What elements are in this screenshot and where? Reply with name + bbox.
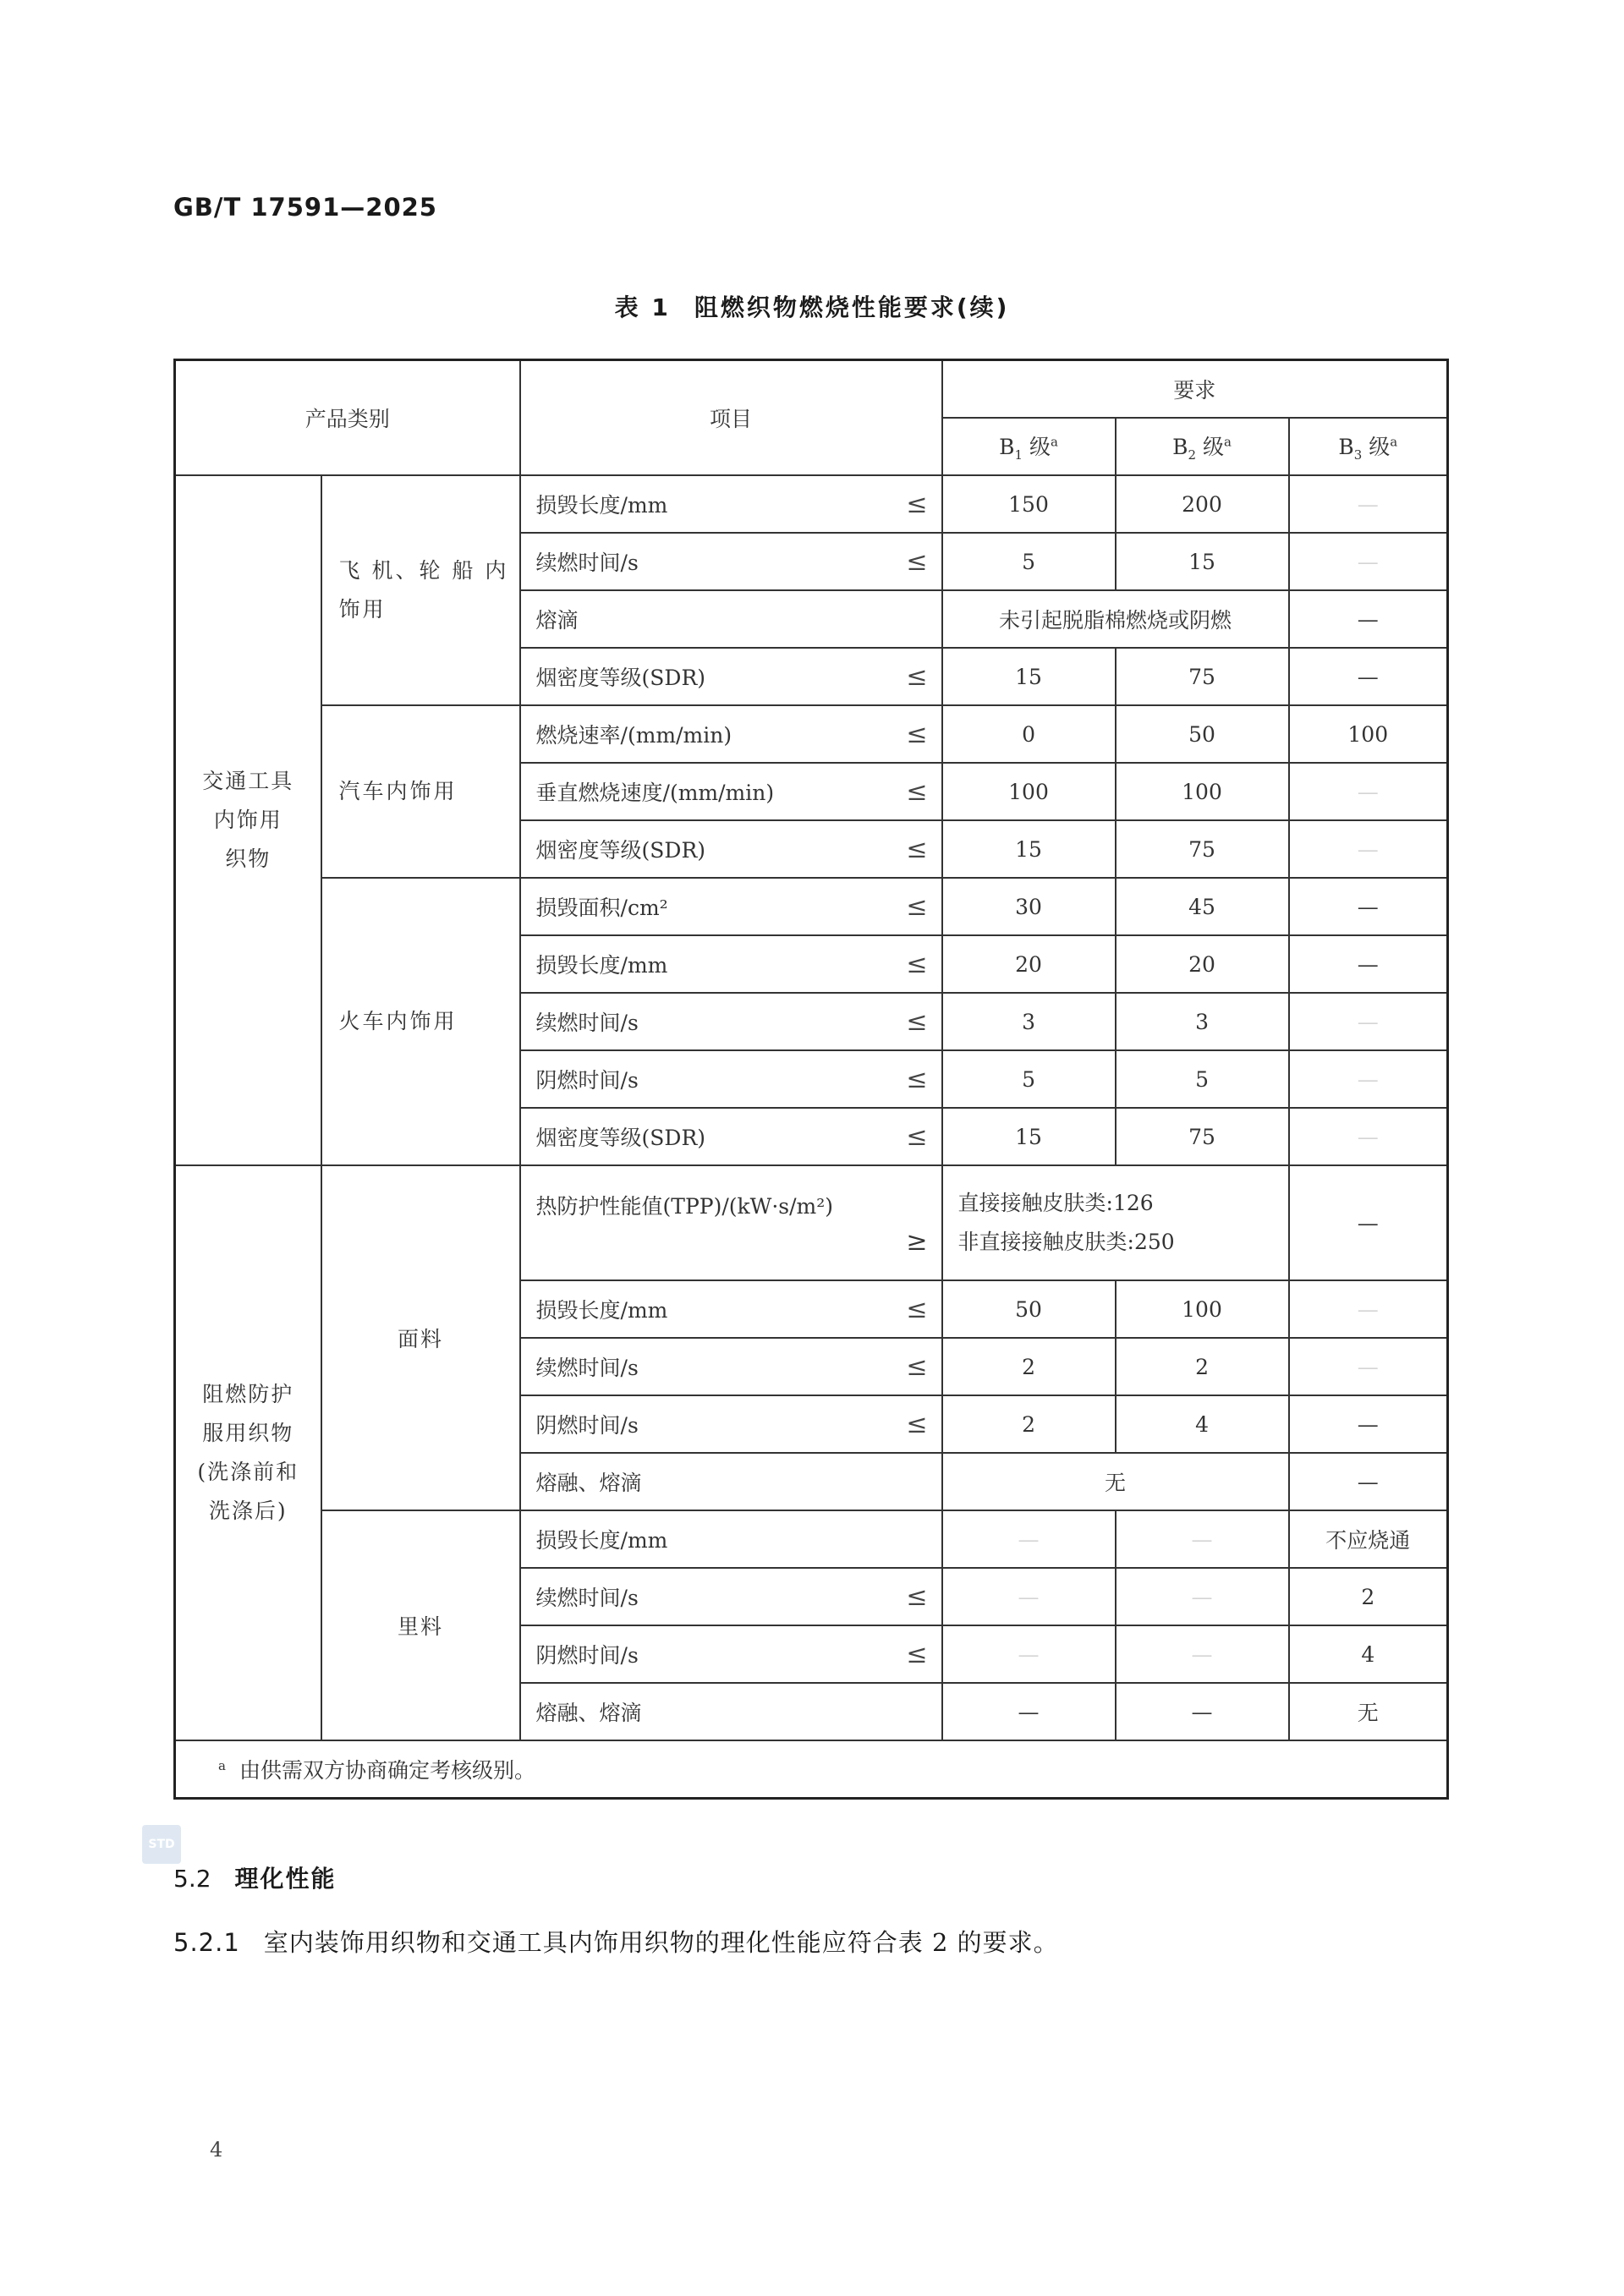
category-protective-clothing: 阻燃防护 服用织物 (洗涤前和 洗涤后) [175,1165,321,1740]
table-footnote [175,1740,1448,1799]
relation-symbol: ≤ [906,1409,928,1439]
merged-b1-b2-value: 无 [942,1453,1289,1510]
relation-symbol: ≤ [906,1121,928,1152]
relation-symbol: ≤ [906,1581,928,1612]
item-label: 熔融、熔滴 [535,1471,642,1495]
b3-value: — [1289,533,1448,590]
b1-value: 150 [942,475,1116,533]
item-label: 热防护性能值(TPP)/(kW·s/m²) [535,1193,834,1219]
b2-value: 15 [1116,533,1289,590]
item-label: 损毁面积/cm² [535,896,668,920]
b3-value: — [1289,993,1448,1050]
b2-value: 45 [1116,878,1289,935]
table-footnote-row [175,1740,1448,1799]
b3-value: 100 [1289,705,1448,763]
relation-symbol: ≥ [906,1226,928,1257]
item-label: 熔滴 [535,608,579,633]
relation-symbol: ≤ [906,1351,928,1382]
footnote-text: 由供需双方协商确定考核级别。 [239,1758,535,1783]
watermark-stamp-icon: STD [142,1825,181,1864]
item-label: 损毁长度/mm [535,953,668,978]
item-label: 阴燃时间/s [535,1643,639,1668]
b3-value: — [1289,935,1448,993]
b1-value: 100 [942,763,1116,820]
b3-value: — [1289,1108,1448,1165]
item-label: 阴燃时间/s [535,1413,639,1438]
item-label: 续燃时间/s [535,551,639,575]
table-caption-title: 阻燃织物燃烧性能要求(续) [694,293,1010,321]
section-heading [173,1860,337,1894]
b2-value: 5 [1116,1050,1289,1108]
b1-value: 15 [942,1108,1116,1165]
b3-value: 4 [1289,1625,1448,1683]
item-label: 烟密度等级(SDR) [535,1126,706,1150]
subcategory-aircraft-ship: 飞 机、轮 船 内 饰用 [321,475,520,705]
b3-value: 不应烧通 [1289,1510,1448,1568]
b1-value: 5 [942,533,1116,590]
b1-value: 0 [942,705,1116,763]
header-item: 项目 [520,360,942,476]
header-grade-b2: $B_2$ 级$^a$ [1116,418,1289,475]
relation-symbol: ≤ [906,661,928,692]
b2-value: 4 [1116,1395,1289,1453]
b2-value: 75 [1116,648,1289,705]
b3-value: — [1289,1453,1448,1510]
item-label: 损毁长度/mm [535,1298,668,1323]
b3-value: 无 [1289,1683,1448,1740]
b2-value: 75 [1116,820,1289,878]
b1-value: 30 [942,878,1116,935]
b3-value: — [1289,763,1448,820]
b1-value: — [942,1625,1116,1683]
page-number: 4 [210,2138,223,2162]
item-label: 熔融、熔滴 [535,1701,642,1725]
relation-symbol: ≤ [906,489,928,519]
clause-text: 室内装饰用织物和交通工具内饰用织物的理化性能应符合表 2 的要求。 [263,1928,1059,1957]
merged-b1-b2-value: 直接接触皮肤类:126 非直接接触皮肤类:250 [942,1165,1289,1280]
b1-value: — [942,1683,1116,1740]
b3-value: — [1289,648,1448,705]
b3-value: — [1289,590,1448,648]
b3-value: — [1289,1395,1448,1453]
b2-value: 100 [1116,1280,1289,1338]
b2-value: 3 [1116,993,1289,1050]
item-label: 垂直燃烧速度/(mm/min) [535,781,775,805]
relation-symbol: ≤ [906,776,928,807]
item-label: 损毁长度/mm [535,1528,668,1553]
header-grade-b3: $B_3$ 级$^a$ [1289,418,1448,475]
table-caption-number: 表 1 [614,293,671,321]
relation-symbol: ≤ [906,1064,928,1094]
header-requirement: 要求 [942,360,1448,419]
b2-value: — [1116,1568,1289,1625]
merged-b1-b2-value: 未引起脱脂棉燃烧或阴燃 [942,590,1289,648]
b2-value: — [1116,1625,1289,1683]
item-label: 续燃时间/s [535,1356,639,1380]
b3-value: — [1289,1338,1448,1395]
b1-value: 50 [942,1280,1116,1338]
b3-value: — [1289,1050,1448,1108]
b1-value: — [942,1510,1116,1568]
b3-value: — [1289,475,1448,533]
subcategory-face-fabric: 面料 [321,1165,520,1510]
b2-value: 100 [1116,763,1289,820]
b1-value: — [942,1568,1116,1625]
item-label: 损毁长度/mm [535,493,668,518]
b2-value: — [1116,1510,1289,1568]
subcategory-car: 汽车内饰用 [321,705,520,878]
b1-value: 2 [942,1338,1116,1395]
clause-number: 5.2.1 [173,1928,240,1957]
relation-symbol: ≤ [906,1294,928,1324]
subcategory-train: 火车内饰用 [321,878,520,1165]
table-row [175,1510,1448,1568]
subcategory-lining: 里料 [321,1510,520,1740]
b2-value: — [1116,1683,1289,1740]
relation-symbol: ≤ [906,834,928,864]
b3-value: 2 [1289,1568,1448,1625]
fire-performance-table [173,359,1449,1800]
item-label: 燃烧速率/(mm/min) [535,723,732,748]
item-label: 烟密度等级(SDR) [535,666,706,690]
relation-symbol: ≤ [906,546,928,577]
relation-symbol: ≤ [906,1006,928,1037]
table-row [175,878,1448,935]
b1-value: 15 [942,648,1116,705]
section-title: 理化性能 [234,1865,337,1893]
document-code: GB/T 17591—2025 [173,193,437,222]
table-caption [0,289,1624,323]
b3-value: — [1289,878,1448,935]
table-row [175,475,1448,533]
b1-value: 3 [942,993,1116,1050]
item-label: 烟密度等级(SDR) [535,838,706,863]
item-label: 续燃时间/s [535,1586,639,1610]
b1-value: 2 [942,1395,1116,1453]
relation-symbol: ≤ [906,719,928,749]
b2-value: 50 [1116,705,1289,763]
clause-paragraph [173,1924,1059,1959]
b1-value: 5 [942,1050,1116,1108]
b2-value: 20 [1116,935,1289,993]
b3-value: — [1289,820,1448,878]
b2-value: 2 [1116,1338,1289,1395]
section-number: 5.2 [173,1865,211,1893]
item-label: 阴燃时间/s [535,1068,639,1093]
relation-symbol: ≤ [906,1639,928,1669]
category-transport: 交通工具 内饰用 织物 [175,475,321,1165]
relation-symbol: ≤ [906,891,928,922]
relation-symbol: ≤ [906,949,928,979]
item-label: 续燃时间/s [535,1011,639,1035]
table-row [175,705,1448,763]
b1-value: 20 [942,935,1116,993]
table-row [175,1165,1448,1280]
b3-value: — [1289,1280,1448,1338]
b3-value: — [1289,1165,1448,1280]
header-grade-b1: $B_1$ 级$^a$ [942,418,1116,475]
footnote-mark: a [218,1757,226,1773]
b2-value: 75 [1116,1108,1289,1165]
b1-value: 15 [942,820,1116,878]
header-category: 产品类别 [175,360,520,476]
b2-value: 200 [1116,475,1289,533]
